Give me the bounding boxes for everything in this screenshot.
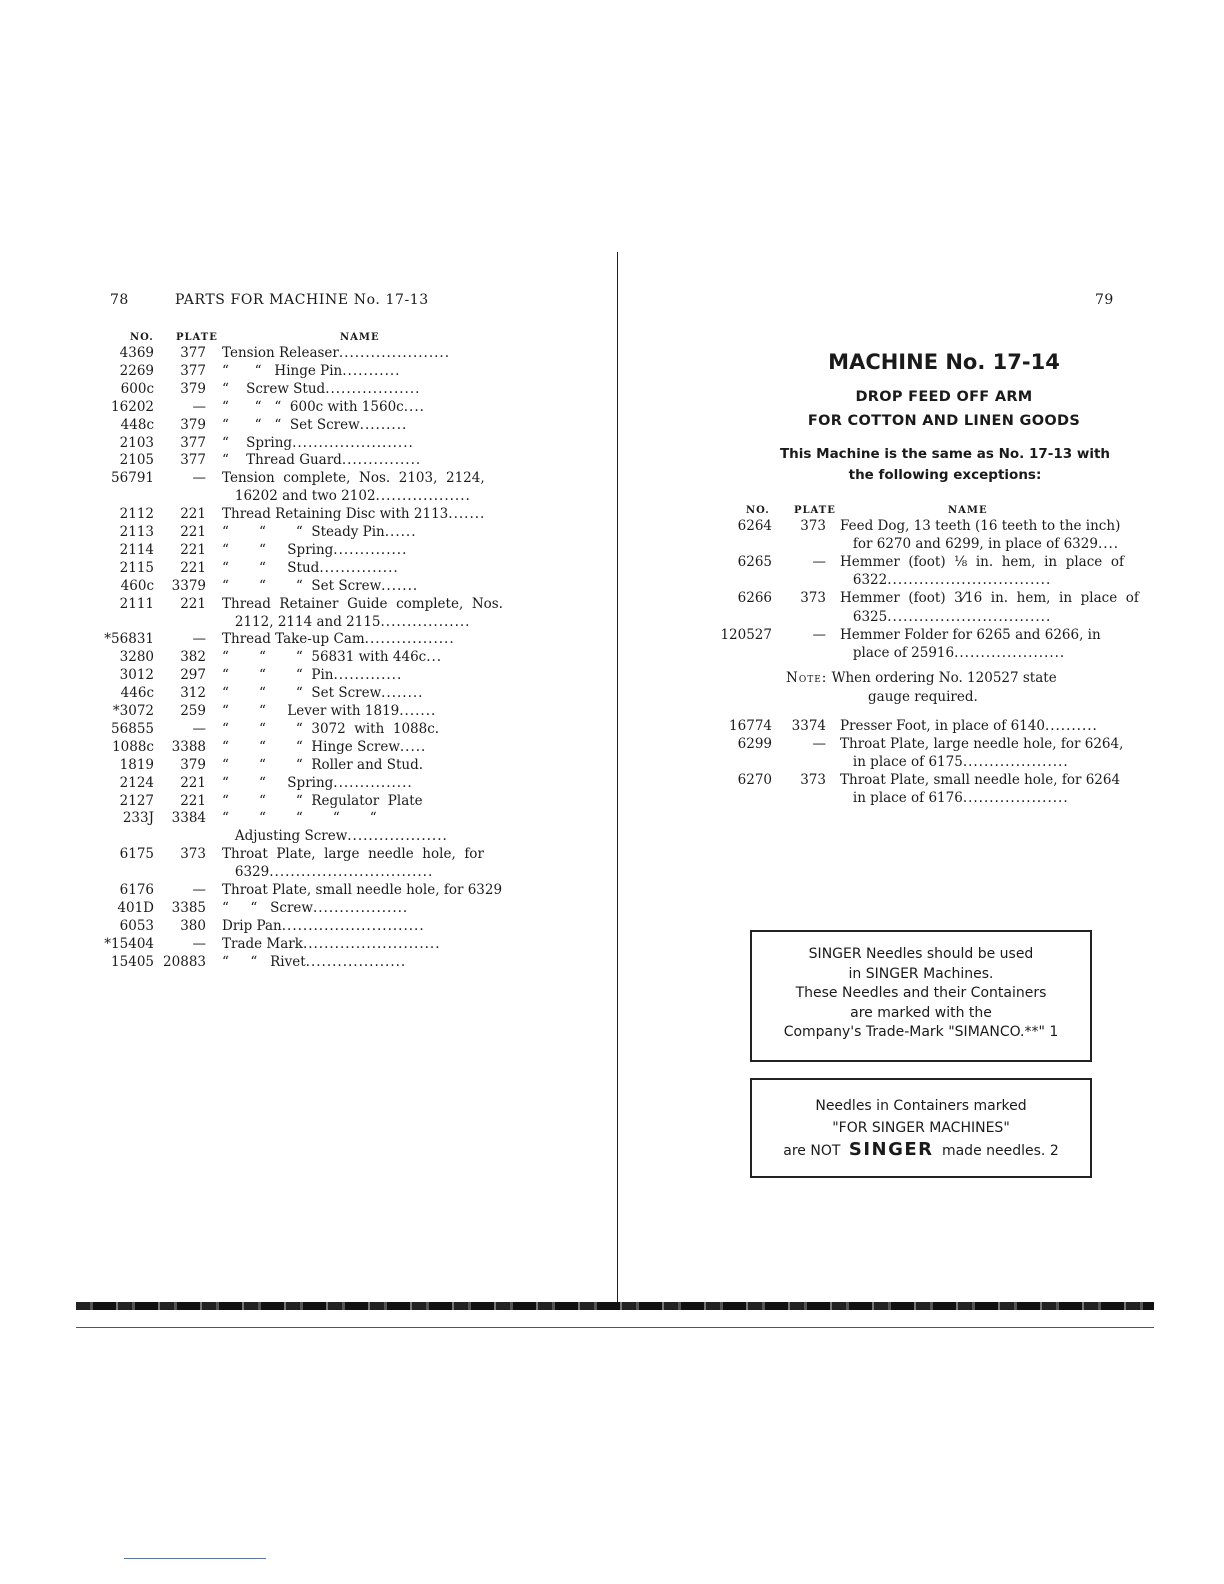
part-name-text: 6325 [840,608,888,625]
plate-number: 221 [180,774,206,791]
part-number: 6175 [119,846,154,863]
part-name-text: “ “ “ 56831 with 446c [222,649,427,666]
box1-line-4: are marked with the [850,1004,992,1021]
part-name-text: Thread Retainer Guide complete, Nos. [222,595,503,612]
part-name [222,827,448,845]
plate-number: 379 [180,380,206,397]
part-name-text: “ “ “ Pin [222,667,334,684]
part-number: 3012 [119,667,154,684]
dot-leader: ............................... [887,572,1052,589]
part-name-text: 6329 [222,864,270,881]
dot-leader: .................. [325,380,421,397]
part-name [222,702,436,720]
part-name [222,577,418,595]
part-number: 15405 [111,953,154,970]
part-name-text: “ “ “ Set Screw [222,685,382,702]
part-number: 233J [122,810,154,827]
part-name-text: Thread Retaining Disc with 2113 [222,506,449,523]
dot-leader: .................. [312,899,409,916]
part-name [222,881,503,899]
left-col-plate: PLATE [176,332,218,343]
note-text-2: gauge required. [868,689,978,705]
plate-number: 373 [800,590,826,607]
plate-number: 3379 [171,577,206,594]
part-name-text: “ “ “ Set Screw [222,577,382,594]
box2-line-3-post: made needles. 2 [941,1143,1059,1159]
part-number: *56831 [104,631,154,648]
part-name-text: “ “ “ 3072 with 1088c. [222,720,440,737]
part-name-text: “ “ Hinge Pin [222,362,343,379]
part-number: 401D [117,899,154,916]
part-name [840,717,1098,735]
plate-number: 221 [180,506,206,523]
part-name [840,571,1051,589]
part-number: 2105 [119,452,154,469]
box2-line-1: Needles in Containers marked [815,1098,1027,1114]
left-col-no: NO. [130,332,154,343]
plate-number: 3385 [171,899,206,916]
part-name-text: “ “ Lever with 1819 [222,703,400,719]
plate-number: 221 [180,541,206,558]
part-number: 6264 [737,518,772,534]
plate-number: 377 [180,434,206,451]
part-number: *15404 [104,935,154,952]
part-number: 3280 [119,649,154,666]
part-number: 6176 [119,882,154,898]
part-name [222,595,503,613]
note-label: Note: [786,670,828,686]
plate-number: 221 [180,792,206,809]
part-name-text: “ “ “ “ “ [222,810,377,827]
plate-number: 259 [180,703,206,719]
part-name [840,626,1101,644]
part-name-text: place of 25916 [840,644,955,661]
part-number: 16202 [111,398,154,415]
dot-leader: ..................... [338,345,451,361]
part-name [222,505,485,523]
plate-number: — [192,470,206,487]
dot-leader: .......................... [302,935,441,952]
part-name [222,935,441,953]
dot-leader: ............... [333,774,413,791]
plate-number: — [192,631,206,648]
part-number: 2114 [119,541,154,558]
dot-leader: ............. [333,667,403,684]
plate-number: 297 [180,667,206,684]
part-name-text: Throat Plate, small needle hole, for 6264 [840,772,1121,789]
plate-number: — [192,720,206,737]
part-name [840,553,1124,571]
intro-line-1: This Machine is the same as No. 17-13 with [779,446,1111,462]
part-name [840,644,1065,662]
dot-leader: ....................... [292,434,414,451]
part-name [222,362,400,380]
box1-line-5: Company's Trade-Mark "SIMANCO.**" 1 [783,1024,1059,1040]
dot-leader: ....... [381,577,419,594]
part-number: 120527 [720,626,772,643]
part-name [222,720,439,738]
dot-leader: ............................... [887,608,1052,625]
intro-line-2: the following exceptions: [848,467,1042,483]
dot-leader: .................. [375,488,471,505]
plate-number: — [192,398,206,415]
part-number: 2269 [119,362,154,379]
part-number: 16774 [729,718,772,734]
left-page-number: 78 [110,292,129,308]
dot-leader: .................... [962,754,1069,771]
part-number: 4369 [119,345,154,361]
plate-number: 377 [180,452,206,469]
plate-number: 377 [180,362,206,379]
subtitle-drop-feed: DROP FEED OFF ARM [855,389,1033,405]
plate-number: 312 [180,685,206,702]
part-number: 56791 [111,470,154,487]
part-name-text: Drip Pan [222,917,282,934]
part-name-text: “ “ Spring [222,541,334,558]
plate-number: 380 [180,917,206,934]
plate-number: — [812,736,826,753]
part-name [222,845,484,863]
part-name [222,559,399,577]
part-name-text: Hemmer (foot) 3⁄16 in. hem, in place of [840,590,1139,607]
part-number: 2103 [119,434,154,451]
box2-line-2: "FOR SINGER MACHINES" [832,1120,1010,1136]
part-name-text: “ “ “ Set Screw [222,416,360,433]
plate-number: 373 [180,846,206,863]
left-col-name: NAME [340,332,380,343]
part-number: 56855 [111,720,154,737]
plate-number: 373 [800,772,826,789]
dot-leader: ....... [399,703,437,719]
part-number: 1088c [112,738,154,755]
dot-leader: ................. [364,631,455,648]
part-number: 446c [120,685,154,702]
plate-number: 221 [180,559,206,576]
right-col-plate: PLATE [794,505,836,516]
dot-leader: .............. [333,541,408,558]
part-name [222,613,470,631]
plate-number: 20883 [163,953,206,970]
part-name [840,771,1121,789]
part-number: 460c [120,577,154,594]
plate-number: 379 [180,756,206,773]
part-number: 2112 [119,506,154,523]
part-number: 2124 [119,774,154,791]
part-name [840,789,1069,807]
part-name [840,517,1121,535]
part-name-text: “ “ “ Steady Pin [222,524,385,540]
part-number: 2127 [119,792,154,809]
plate-number: — [812,626,826,643]
part-number: 6299 [737,736,772,753]
part-name [222,809,377,827]
part-name-text: “ “ “ 600c with 1560c [222,398,404,415]
part-name-text: “ “ “ Hinge Screw [222,738,400,755]
part-name [840,535,1120,553]
dot-leader: ........ [381,685,424,702]
part-name-text: Adjusting Screw [222,828,348,845]
plate-number: 3374 [791,718,826,734]
part-name [222,863,433,881]
dot-leader: ................... [347,828,448,845]
note-block [786,670,1057,686]
part-number: 600c [120,380,154,397]
part-number: *3072 [112,703,154,719]
box1-line-2: in SINGER Machines. [848,965,994,982]
part-name [840,753,1069,771]
part-name [222,792,423,810]
scan-edge-rule [76,1302,1154,1310]
part-name-text: “ “ “ Regulator Plate [222,792,423,809]
part-number: 448c [120,416,154,433]
part-name-text: Trade Mark [222,935,303,952]
right-col-no: NO. [746,505,770,516]
plate-number: — [192,882,206,898]
part-number: 1819 [119,756,154,773]
footer-link-underline [124,1558,266,1559]
part-name-text: “ “ Rivet [222,953,306,970]
dot-leader: ............... [319,559,399,576]
part-name [222,451,421,469]
gutter-line [617,252,618,1302]
part-name-text: in place of 6176 [840,790,963,807]
scan-thin-rule [76,1327,1154,1328]
part-name [222,469,485,487]
part-name [222,487,471,505]
not-singer-notice-box [750,1078,1092,1178]
plate-number: 382 [180,649,206,666]
box2-line-3 [752,1139,1090,1162]
plate-number: 221 [180,595,206,612]
subtitle-goods: FOR COTTON AND LINEN GOODS [807,413,1081,429]
part-name-text: Thread Take-up Cam [222,631,365,648]
dot-leader: ................. [380,613,471,630]
dot-leader: .......... [1044,718,1098,734]
part-number: 2111 [119,595,154,612]
part-name [222,344,450,362]
plate-number: 373 [800,518,826,534]
part-number: 6266 [737,590,772,607]
plate-number: 3384 [171,810,206,827]
plate-number: — [812,554,826,571]
part-name [222,434,414,452]
part-name [222,953,406,971]
part-number: 2113 [119,524,154,540]
part-name [222,630,455,648]
dot-leader: ........................... [281,917,425,934]
part-name [222,398,425,416]
part-name-text: Feed Dog, 13 teeth (16 teeth to the inch) [840,518,1121,534]
part-name-text: Hemmer Folder for 6265 and 6266, in [840,626,1101,643]
part-name [222,666,402,684]
part-name-text: Tension complete, Nos. 2103, 2124, [222,470,485,487]
part-name-text: Hemmer (foot) ⅛ in. hem, in place of [840,554,1124,571]
part-name [222,648,442,666]
dot-leader: ... [426,649,443,666]
part-number: 6265 [737,554,772,571]
right-page-number: 79 [1095,292,1114,308]
plate-number: 379 [180,416,206,433]
part-name-text: Presser Foot, in place of 6140 [840,718,1045,734]
part-name-text: “ Screw Stud [222,380,326,397]
plate-number: — [192,935,206,952]
part-name-text: Tension Releaser [222,345,339,361]
dot-leader: .... [403,398,425,415]
part-name [840,589,1139,607]
dot-leader: ........... [342,362,401,379]
dot-leader: ................... [305,953,407,970]
plate-number: 221 [180,524,206,540]
part-name [840,608,1051,626]
part-name [222,416,407,434]
part-name [222,899,408,917]
dot-leader: ..................... [954,644,1066,661]
left-running-head: PARTS FOR MACHINE No. 17-13 [175,292,429,308]
part-name-text: Throat Plate, small needle hole, for 6329 [222,882,503,898]
dot-leader: .................... [962,790,1069,807]
dot-leader: .... [1097,536,1120,553]
part-name [222,541,407,559]
right-col-name: NAME [948,505,988,516]
dot-leader: ............................... [269,864,434,881]
part-name [222,756,423,774]
part-name [840,735,1124,753]
part-name [222,380,420,398]
part-name [222,684,423,702]
part-name-text: “ “ Spring [222,774,334,791]
part-name [222,738,426,756]
part-name [222,523,416,541]
part-name [222,774,413,792]
note-text-1: When ordering No. 120527 state [831,670,1057,686]
dot-leader: ......... [359,416,408,433]
part-name-text: “ Spring [222,434,293,451]
part-number: 2115 [119,559,154,576]
box2-line-3-pre: are NOT [783,1143,841,1159]
part-name [222,917,425,935]
part-name-text: Throat Plate, large needle hole, for [222,846,484,863]
plate-number: 377 [180,345,206,361]
part-number: 6270 [737,772,772,789]
box1-line-1: SINGER Needles should be used [808,946,1034,962]
dot-leader: ....... [448,506,486,523]
plate-number: 3388 [171,738,206,755]
part-name-text: “ “ “ Roller and Stud. [222,756,424,773]
part-name-text: Throat Plate, large needle hole, for 6264, [840,736,1124,753]
machine-title: MACHINE No. 17-14 [828,350,1060,374]
part-name-text: 16202 and two 2102 [222,488,376,505]
dot-leader: ...... [384,524,417,540]
part-name-text: “ Thread Guard [222,452,342,469]
part-number: 6053 [119,917,154,934]
part-name-text: “ “ Stud [222,559,320,576]
box1-line-3: These Needles and their Containers [795,985,1047,1001]
needles-notice-box [750,930,1092,1062]
dot-leader: ..... [399,738,427,755]
part-name-text: 2112, 2114 and 2115 [222,613,381,630]
part-name-text: for 6270 and 6299, in place of 6329 [840,536,1098,553]
dot-leader: ............... [341,452,422,469]
singer-brand-text: SINGER [848,1139,934,1160]
part-name-text: 6322 [840,572,888,589]
part-name-text: in place of 6175 [840,754,963,771]
part-name-text: “ “ Screw [222,899,313,916]
